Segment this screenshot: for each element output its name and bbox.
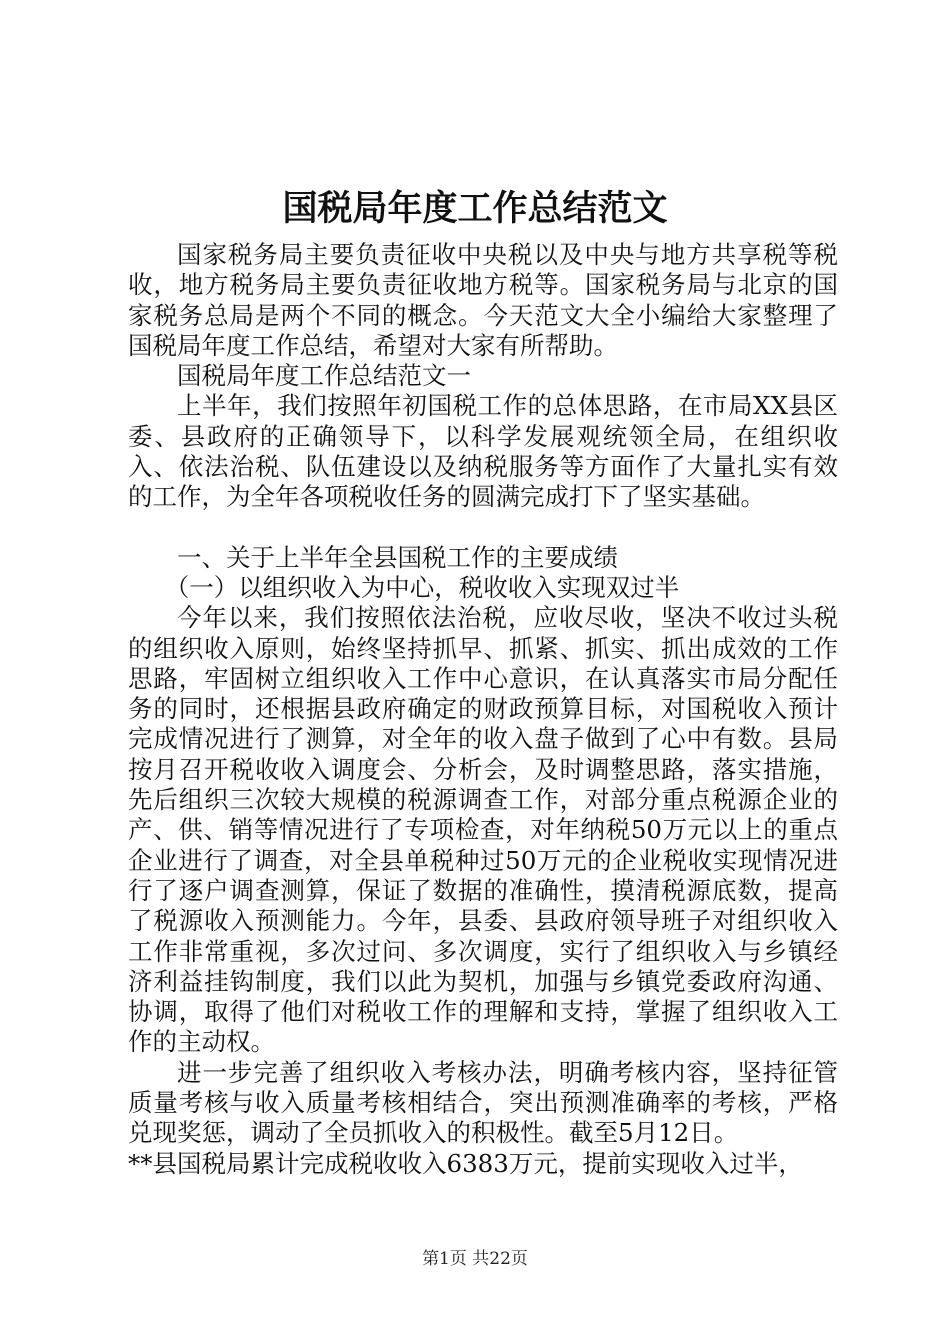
intro-paragraph: 国家税务局主要负责征收中央税以及中央与地方共享税等税收，地方税务局主要负责征收地方税等。国家税务局与北京的国家税务总局是两个不同的概念。今天范文大全小编给大家整理了国税局年度工作总结，希望对大家有所帮助。: [128, 240, 838, 360]
document-title: 国税局年度工作总结范文: [282, 188, 668, 229]
page-footer: 第1页 共22页: [422, 1249, 528, 1269]
heading-achievements: 一、关于上半年全县国税工作的主要成绩: [177, 542, 618, 572]
paragraph-revenue-work: 今年以来，我们按照依法治税，应收尽收，坚决不收过头税的组织收入原则，始终坚持抓早、抓紧、抓实、抓出成效的工作思路，牢固树立组织收入工作中心意识，在认真落实市局分配任务的同时，还根据县政府确定的财政预算目标，对国税收入预计完成情况进行了测算，对全年的收入盘子做到了心中有数。县局按月召开税收收入调度会、分析会，及时调整思路，落实措施，先后组织三次较大规模的税源调查工作，对部分重点税源企业的产、供、销等情况进行了专项检查，对年纳税50万元以上的重点企业进行了调查，对全县单税种过50万元的企业税收实现情况进行了逐户调查测算，保证了数据的准确性，摸清税源底数，提高了税源收入预测能力。今年，县委、县政府领导班子对组织收入工作非常重视，多次过问、多次调度，实行了组织收入与乡镇经济利益挂钩制度，我们以此为契机，加强与乡镇党委政府沟通、协调，取得了他们对税收工作的理解和支持，掌握了组织收入工作的主动权。: [128, 603, 838, 1057]
paragraph-gap: [128, 513, 838, 543]
section-title: 国税局年度工作总结范文一: [177, 361, 471, 391]
document-body: [128, 240, 838, 1179]
paragraph-assessment: 进一步完善了组织收入考核办法，明确考核内容，坚持征管质量考核与收入质量考核相结合，突出预测准确率的考核，严格兑现奖惩，调动了全员抓收入的积极性。截至5月12日。: [128, 1057, 838, 1148]
paragraph-summary: 上半年，我们按照年初国税工作的总体思路，在市局XX县区委、县政府的正确领导下，以科学发展观统领全局，在组织收入、依法治税、队伍建设以及纳税服务等方面作了大量扎实有效的工作，为全年各项税收任务的圆满完成打下了坚实基础。: [128, 391, 838, 512]
subheading-revenue: （一）以组织收入为中心，税收收入实现双过半: [164, 572, 680, 602]
paragraph-result: **县国税局累计完成税收收入6383万元，提前实现收入过半，: [128, 1148, 803, 1178]
